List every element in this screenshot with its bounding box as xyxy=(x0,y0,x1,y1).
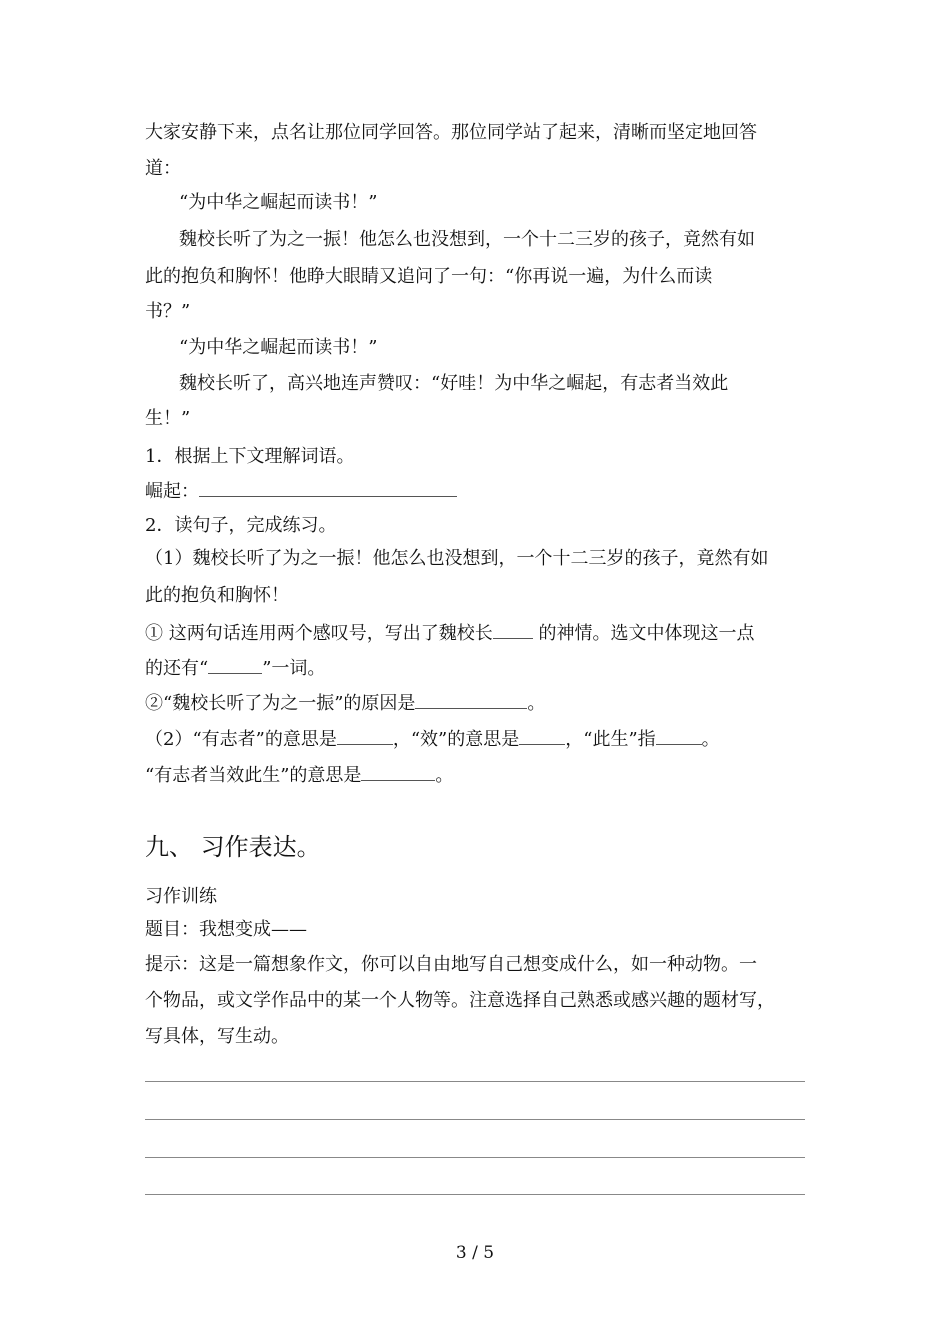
answer-blank[interactable] xyxy=(656,726,702,745)
question-text: 的还有“ xyxy=(145,658,209,679)
question-1-title: 1．根据上下文理解词语。 xyxy=(145,446,355,467)
passage-line: 道： xyxy=(145,158,181,179)
answer-blank[interactable] xyxy=(361,762,435,781)
essay-hint: 提示：这是一篇想象作文，你可以自由地写自己想变成什么，如一种动物。一 xyxy=(145,954,757,975)
passage-line: 此的抱负和胸怀！他睁大眼睛又追问了一句：“你再说一遍，为什么而读 xyxy=(145,266,713,287)
passage-line: 生！” xyxy=(145,408,191,429)
writing-line[interactable] xyxy=(145,1194,805,1195)
question-2-sentence: 此的抱负和胸怀！ xyxy=(145,585,289,606)
section-subtitle: 习作训练 xyxy=(145,886,217,907)
answer-blank[interactable] xyxy=(199,478,457,497)
question-text: 。 xyxy=(701,729,720,750)
passage-line: 魏校长听了为之一振！他怎么也没想到，一个十二三岁的孩子，竟然有如 xyxy=(179,229,755,250)
page-number: 3 / 5 xyxy=(455,1243,495,1263)
answer-blank[interactable] xyxy=(208,655,262,674)
question-1-item xyxy=(145,478,457,504)
writing-line[interactable] xyxy=(145,1157,805,1158)
passage-line: 魏校长听了，高兴地连声赞叹：“好哇！为中华之崛起，有志者当效此 xyxy=(179,373,729,394)
answer-blank[interactable] xyxy=(415,690,527,709)
section-heading: 九、 习作表达。 xyxy=(145,833,321,861)
question-text: ① 这两句话连用两个感叹号，写出了魏校长 xyxy=(145,623,493,644)
question-text: ，“效”的意思是 xyxy=(392,729,520,750)
writing-line[interactable] xyxy=(145,1119,805,1120)
question-2-part-b xyxy=(145,690,545,716)
question-2-part-2 xyxy=(145,726,720,752)
passage-line: “为中华之崛起而读书！” xyxy=(179,337,378,358)
answer-blank[interactable] xyxy=(493,620,533,639)
question-2-sentence: （1）魏校长听了为之一振！他怎么也没想到，一个十二三岁的孩子，竟然有如 xyxy=(145,548,769,569)
question-text: ，“此生”指 xyxy=(565,729,656,750)
passage-line: 书？” xyxy=(145,301,191,322)
question-text: ”一词。 xyxy=(262,658,326,679)
essay-topic: 题目：我想变成—— xyxy=(145,919,307,940)
essay-hint: 写具体，写生动。 xyxy=(145,1026,289,1047)
question-text: 。 xyxy=(527,693,546,714)
question-text: （2）“有志者”的意思是 xyxy=(145,729,337,750)
question-2-part-2-cont xyxy=(145,762,453,788)
passage-line: “为中华之崛起而读书！” xyxy=(179,192,378,213)
question-2-title: 2．读句子，完成练习。 xyxy=(145,515,337,536)
essay-hint: 个物品，或文学作品中的某一个人物等。注意选择自己熟悉或感兴趣的题材写， xyxy=(145,990,775,1011)
writing-line[interactable] xyxy=(145,1081,805,1082)
question-text: “有志者当效此生”的意思是 xyxy=(145,765,362,786)
question-text: 的神情。选文中体现这一点 xyxy=(532,623,755,644)
question-text: 。 xyxy=(435,765,454,786)
answer-blank[interactable] xyxy=(337,726,393,745)
question-2-part-a-cont xyxy=(145,655,325,681)
passage-line: 大家安静下来，点名让那位同学回答。那位同学站了起来，清晰而坚定地回答 xyxy=(145,122,757,143)
question-text: ②“魏校长听了为之一振”的原因是 xyxy=(145,693,416,714)
question-1-word: 崛起： xyxy=(145,481,199,502)
answer-blank[interactable] xyxy=(519,726,565,745)
question-2-part-a xyxy=(145,620,754,646)
